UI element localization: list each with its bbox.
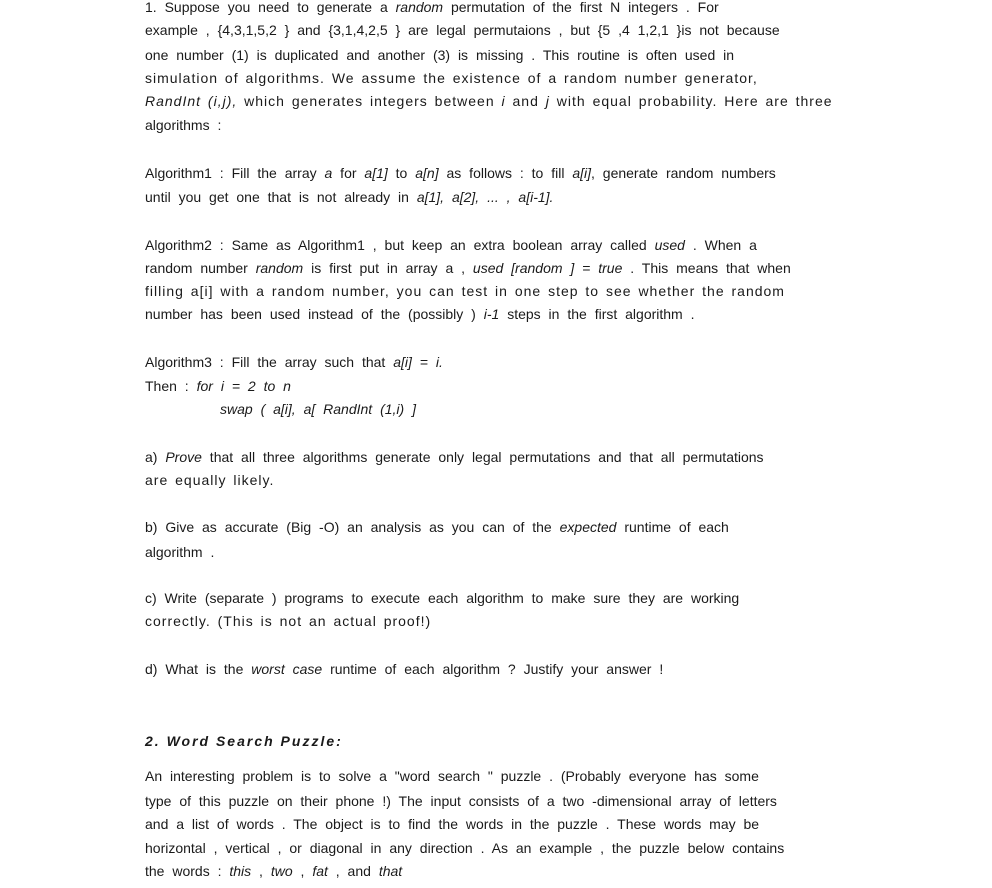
algorithm3-line-3 — [220, 400, 416, 418]
problem1-intro-line-2: example , {4,3,1,5,2 } and {3,1,4,2,5 } are legal permutaions , but {5 ,4 1,2,1 }is not because — [145, 22, 780, 38]
emphasis-text: a[i] = i. — [393, 354, 443, 370]
problem1-intro-line-5 — [145, 92, 833, 110]
text: Then : — [145, 378, 197, 394]
question-b-line-2: algorithm . — [145, 544, 215, 560]
emphasis-text: worst case — [251, 661, 323, 677]
problem2-line-1: An interesting problem is to solve a "word search " puzzle . (Probably everyone has some — [145, 768, 759, 784]
problem2-line-2: type of this puzzle on their phone !) The input consists of a two -dimensional array of letters — [145, 793, 777, 809]
algorithm3-line-2 — [145, 377, 291, 395]
emphasis-text: i-1 — [483, 306, 500, 322]
text: . When a — [684, 237, 757, 253]
text: . This means that when — [622, 260, 791, 276]
text: with equal probability. Here are three — [549, 93, 833, 109]
problem1-intro-line-6: algorithms : — [145, 117, 222, 133]
question-c-line-1: c) Write (separate ) programs to execute each algorithm to make sure they are working — [145, 590, 740, 606]
emphasis-text: Prove — [165, 449, 202, 465]
problem1-intro-line-4: simulation of algorithms. We assume the existence of a random number generator, — [145, 70, 758, 86]
text: , — [292, 863, 313, 879]
emphasis-text: a[n] — [415, 165, 439, 181]
problem1-intro-line-3: one number (1) is duplicated and another (3) is missing . This routine is often used in — [145, 47, 735, 63]
text: a) — [145, 449, 166, 465]
text: is first put in array a , — [303, 260, 473, 276]
text: until you get one that is not already in — [145, 189, 417, 205]
problem2-line-5 — [145, 862, 402, 880]
emphasis-text: expected — [559, 519, 617, 535]
emphasis-text: swap ( a[i], a[ RandInt (1,i) ] — [220, 401, 416, 417]
emphasis-text: for i = 2 to n — [196, 378, 291, 394]
emphasis-text: random — [395, 0, 444, 15]
text: permutation of the first N integers . For — [443, 0, 719, 15]
text: number has been used instead of the (possibly ) — [145, 306, 484, 322]
emphasis-text: used [random ] = true — [472, 260, 623, 276]
emphasis-text: a[1] — [364, 165, 388, 181]
text: 1. Suppose you need to generate a — [145, 0, 396, 15]
question-b-line-1 — [145, 518, 729, 536]
text: steps in the first algorithm . — [499, 306, 695, 322]
text: Algorithm1 : Fill the array — [145, 165, 325, 181]
text: Algorithm3 : Fill the array such that — [145, 354, 394, 370]
emphasis-text: a[i] — [572, 165, 591, 181]
problem2-line-3: and a list of words . The object is to find the words in the puzzle . These words may be — [145, 816, 760, 832]
text: the words : — [145, 863, 230, 879]
question-a-line-1 — [145, 448, 764, 466]
text: , — [251, 863, 271, 879]
problem2-heading: 2. Word Search Puzzle: — [145, 733, 343, 749]
text: runtime of each algorithm ? Justify your answer ! — [322, 661, 664, 677]
text: d) What is the — [145, 661, 252, 677]
emphasis-text: j — [545, 93, 550, 109]
problem2-line-4: horizontal , vertical , or diagonal in any direction . As an example , the puzzle below contains — [145, 840, 785, 856]
emphasis-text: fat — [312, 863, 328, 879]
algorithm1-line-1 — [145, 164, 776, 182]
emphasis-text: RandInt (i,j), — [145, 93, 238, 109]
emphasis-text: i — [501, 93, 506, 109]
question-c-line-2: correctly. (This is not an actual proof!) — [145, 613, 432, 629]
emphasis-text: used — [654, 237, 685, 253]
text: and — [505, 93, 546, 109]
text: to — [387, 165, 416, 181]
algorithm2-line-3: filling a[i] with a random number, you can test in one step to see whether the random — [145, 283, 785, 299]
text: , generate random numbers — [591, 165, 776, 181]
question-d-line-1 — [145, 660, 663, 678]
text: which generates integers between — [237, 93, 502, 109]
algorithm2-line-4 — [145, 305, 695, 323]
algorithm2-line-2 — [145, 259, 791, 277]
text: for — [332, 165, 365, 181]
emphasis-text: a[1], a[2], ... , a[i-1]. — [416, 189, 554, 205]
algorithm2-line-1 — [145, 236, 757, 254]
emphasis-text: random — [255, 260, 304, 276]
algorithm1-line-2 — [145, 188, 553, 206]
text: b) Give as accurate (Big -O) an analysis as you can of the — [145, 519, 560, 535]
algorithm3-line-1 — [145, 353, 443, 371]
text: as follows : to fill — [438, 165, 573, 181]
emphasis-text: a — [324, 165, 333, 181]
text: that all three algorithms generate only legal permutations and that all permutations — [201, 449, 764, 465]
problem1-intro-line-1 — [145, 0, 719, 16]
question-a-line-2: are equally likely. — [145, 472, 275, 488]
emphasis-text: two — [270, 863, 293, 879]
text: runtime of each — [616, 519, 729, 535]
text: , and — [327, 863, 379, 879]
emphasis-text: that — [378, 863, 403, 879]
text: random number — [145, 260, 256, 276]
emphasis-text: this — [229, 863, 252, 879]
text: Algorithm2 : Same as Algorithm1 , but keep an extra boolean array called — [145, 237, 655, 253]
